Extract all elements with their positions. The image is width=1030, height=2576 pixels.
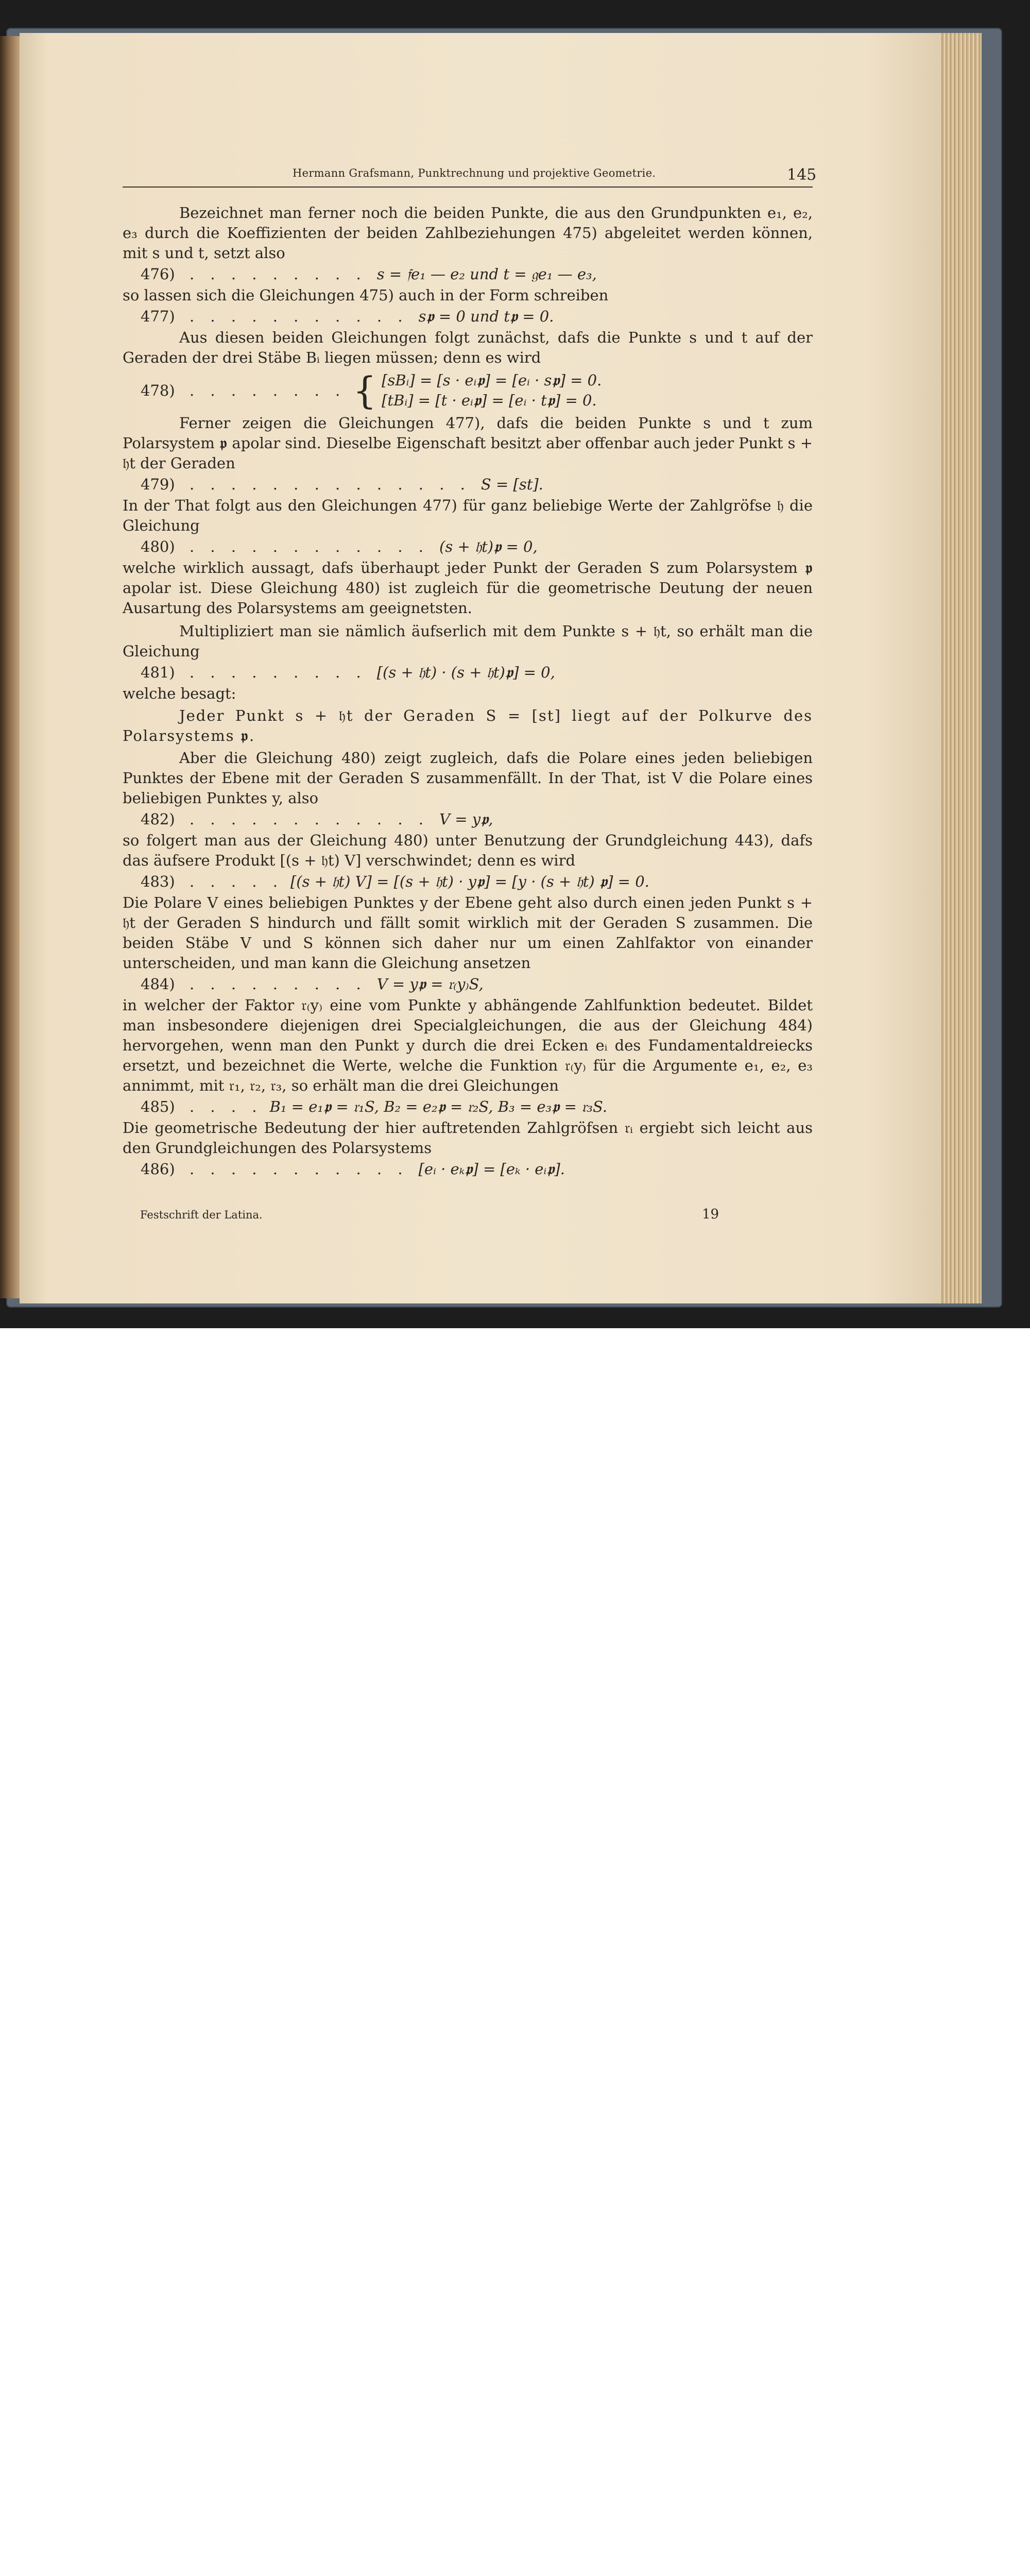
page-number: 145 [787, 166, 817, 184]
paragraph: Aus diesen beiden Gleichungen folgt zunächst, dafs die Punkte s und t auf der Geraden der drei Stäbe Bᵢ liegen müssen; denn es wird [123, 329, 813, 366]
equation-486 [123, 1159, 813, 1179]
formula-row: [sBᵢ] = [s · eᵢ𝖕] = [eᵢ · s𝖕] = 0. [382, 371, 602, 389]
equation-number: 483) [141, 873, 175, 890]
formula: [(s + 𝔥t) · (s + 𝔥t)𝖕] = 0, [376, 664, 555, 681]
equation-number: 476) [141, 265, 175, 283]
formula: B₁ = e₁𝖕 = 𝔯₁S, B₂ = e₂𝖕 = 𝔯₂S, B₃ = e₃𝖕 = 𝔯₃S. [269, 1098, 608, 1115]
formula: S = [st]. [480, 476, 543, 493]
leader-dots: . . . . . . . . . . . [190, 1160, 408, 1178]
equation-number: 485) [141, 1098, 175, 1115]
leader-dots: . . . . . . . . [190, 381, 346, 399]
equation-number: 486) [141, 1160, 175, 1178]
formula: [(s + 𝔥t) V] = [(s + 𝔥t) · y𝖕] = [y · (s + 𝔥t) 𝖕] = 0. [290, 873, 649, 890]
viewer-bottom-bar [0, 1328, 1030, 1357]
equation-485 [123, 1097, 813, 1117]
footer-signature: Festschrift der Latina. [140, 1209, 263, 1221]
paragraph: Ferner zeigen die Gleichungen 477), dafs die beiden Punkte s und t zum Polarsystem 𝖕 apolar sind. Dieselbe Eigenschaft besitzt aber offenbar auch jeder Punkt s + 𝔥t der Geraden [123, 414, 813, 472]
paragraph: so lassen sich die Gleichungen 475) auch in der Form schreiben [123, 286, 609, 304]
page-body [123, 203, 813, 1180]
leader-dots: . . . . [190, 1098, 263, 1115]
equation-476 [123, 264, 813, 284]
header-title: Hermann Grafsmann, Punktrechnung und projektive Geometrie. [293, 167, 656, 179]
equation-479 [123, 474, 813, 495]
equation-477 [123, 307, 813, 327]
equation-number: 479) [141, 476, 175, 493]
footer-sheet-number: 19 [702, 1207, 719, 1222]
leader-dots: . . . . . . . . . . . . [190, 810, 430, 828]
leader-dots: . . . . . . . . . . . [190, 308, 408, 325]
header-rule [123, 187, 813, 188]
leader-dots: . . . . . . . . . [190, 975, 367, 993]
leader-dots: . . . . . . . . . . . . . . [190, 476, 471, 493]
leader-dots: . . . . . . . . . [190, 265, 367, 283]
equation-system [382, 370, 602, 411]
paragraph: in welcher der Faktor 𝔯₍y₎ eine vom Punkte y abhängende Zahlfunktion bedeutet. Bildet man insbesondere diejenigen drei Specialgleichungen, die aus der Gleichung 484) hervorgehen, wenn man den Punkt y durch die drei Ecken eᵢ des Fundamentaldreiecks ersetzt, und bezeichnet die Werte, welche die Funktion 𝔯₍y₎ für die Argumente e₁, e₂, e₃ annimmt, mit 𝔯₁, 𝔯₂, 𝔯₃, so erhält man die drei Gleichungen [123, 996, 813, 1094]
paragraph: Die geometrische Bedeutung der hier auftretenden Zahlgröfsen 𝔯ᵢ ergiebt sich leicht aus den Grundgleichungen des Polarsystems [123, 1119, 813, 1157]
paragraph: welche wirklich aussagt, dafs überhaupt jeder Punkt der Geraden S zum Polarsystem 𝖕 apolar ist. Diese Gleichung 480) ist zugleich für die geometrische Deutung der neuen Ausartung des Polarsystems am geeignetsten. [123, 559, 813, 617]
equation-number: 481) [141, 664, 175, 681]
brace: { [353, 369, 377, 412]
equation-481 [123, 663, 813, 683]
leader-dots: . . . . . . . . . [190, 664, 367, 681]
equation-number: 482) [141, 810, 175, 828]
equation-number: 477) [141, 308, 175, 325]
equation-number: 484) [141, 975, 175, 993]
paragraph: Bezeichnet man ferner noch die beiden Punkte, die aus den Grundpunkten e₁, e₂, e₃ durch die Koeffizienten der beiden Zahlbeziehungen 475) abgeleitet werden können, mit s und t, setzt also [123, 204, 813, 262]
equation-484 [123, 974, 813, 994]
equation-483 [123, 872, 813, 892]
paragraph: welche besagt: [123, 685, 236, 702]
formula: s𝖕 = 0 und t𝖕 = 0. [418, 308, 554, 325]
formula: (s + 𝔥t)𝖕 = 0, [439, 538, 538, 555]
page-edges [938, 33, 982, 1303]
running-head [123, 163, 817, 194]
left-page-edge [0, 36, 21, 1298]
leader-dots: . . . . . [190, 873, 283, 890]
paragraph: In der That folgt aus den Gleichungen 477) für ganz beliebige Werte der Zahlgröfse 𝔥 die Gleichung [123, 497, 813, 534]
equation-482 [123, 809, 813, 829]
formula: V = y𝖕, [439, 810, 493, 828]
paragraph: Aber die Gleichung 480) zeigt zugleich, dafs die Polare eines jeden beliebigen Punktes der Ebene mit der Geraden S zusammenfällt. In der That, ist V die Polare eines beliebigen Punktes y, also [123, 749, 813, 807]
leader-dots: . . . . . . . . . . . . [190, 538, 430, 555]
paragraph: so folgert man aus der Gleichung 480) unter Benutzung der Grundgleichung 443), dafs das äufsere Produkt [(s + 𝔥t) V] verschwindet; denn es wird [123, 832, 813, 869]
equation-number: 480) [141, 538, 175, 555]
book-page [20, 33, 941, 1303]
equation-478 [141, 370, 813, 411]
paragraph: Die Polare V eines beliebigen Punktes y der Ebene geht also durch einen jeden Punkt s + 𝔥t der Geraden S hindurch und fällt somit wirklich mit der Geraden S zusammen. Die beiden Stäbe V und S können sich daher nur um einen Zahlfaktor von einander unterscheiden, und man kann die Gleichung ansetzen [123, 894, 813, 972]
formula: [eᵢ · eₖ𝖕] = [eₖ · eᵢ𝖕]. [418, 1160, 565, 1178]
equation-480 [123, 537, 813, 557]
paragraph: Multipliziert man sie nämlich äufserlich mit dem Punkte s + 𝔥t, so erhält man die Gleichung [123, 622, 813, 660]
equation-number: 478) [141, 381, 175, 399]
formula: V = y𝖕 = 𝔯₍y₎S, [376, 975, 484, 993]
formula-row: [tBᵢ] = [t · eᵢ𝖕] = [eᵢ · t𝖕] = 0. [382, 392, 597, 409]
theorem-statement: Jeder Punkt s + 𝔥t der Geraden S = [st] liegt auf der Polkurve des Polarsystems 𝖕. [123, 707, 813, 744]
formula: s = 𝔣e₁ — e₂ und t = 𝔤e₁ — e₃, [376, 265, 597, 283]
